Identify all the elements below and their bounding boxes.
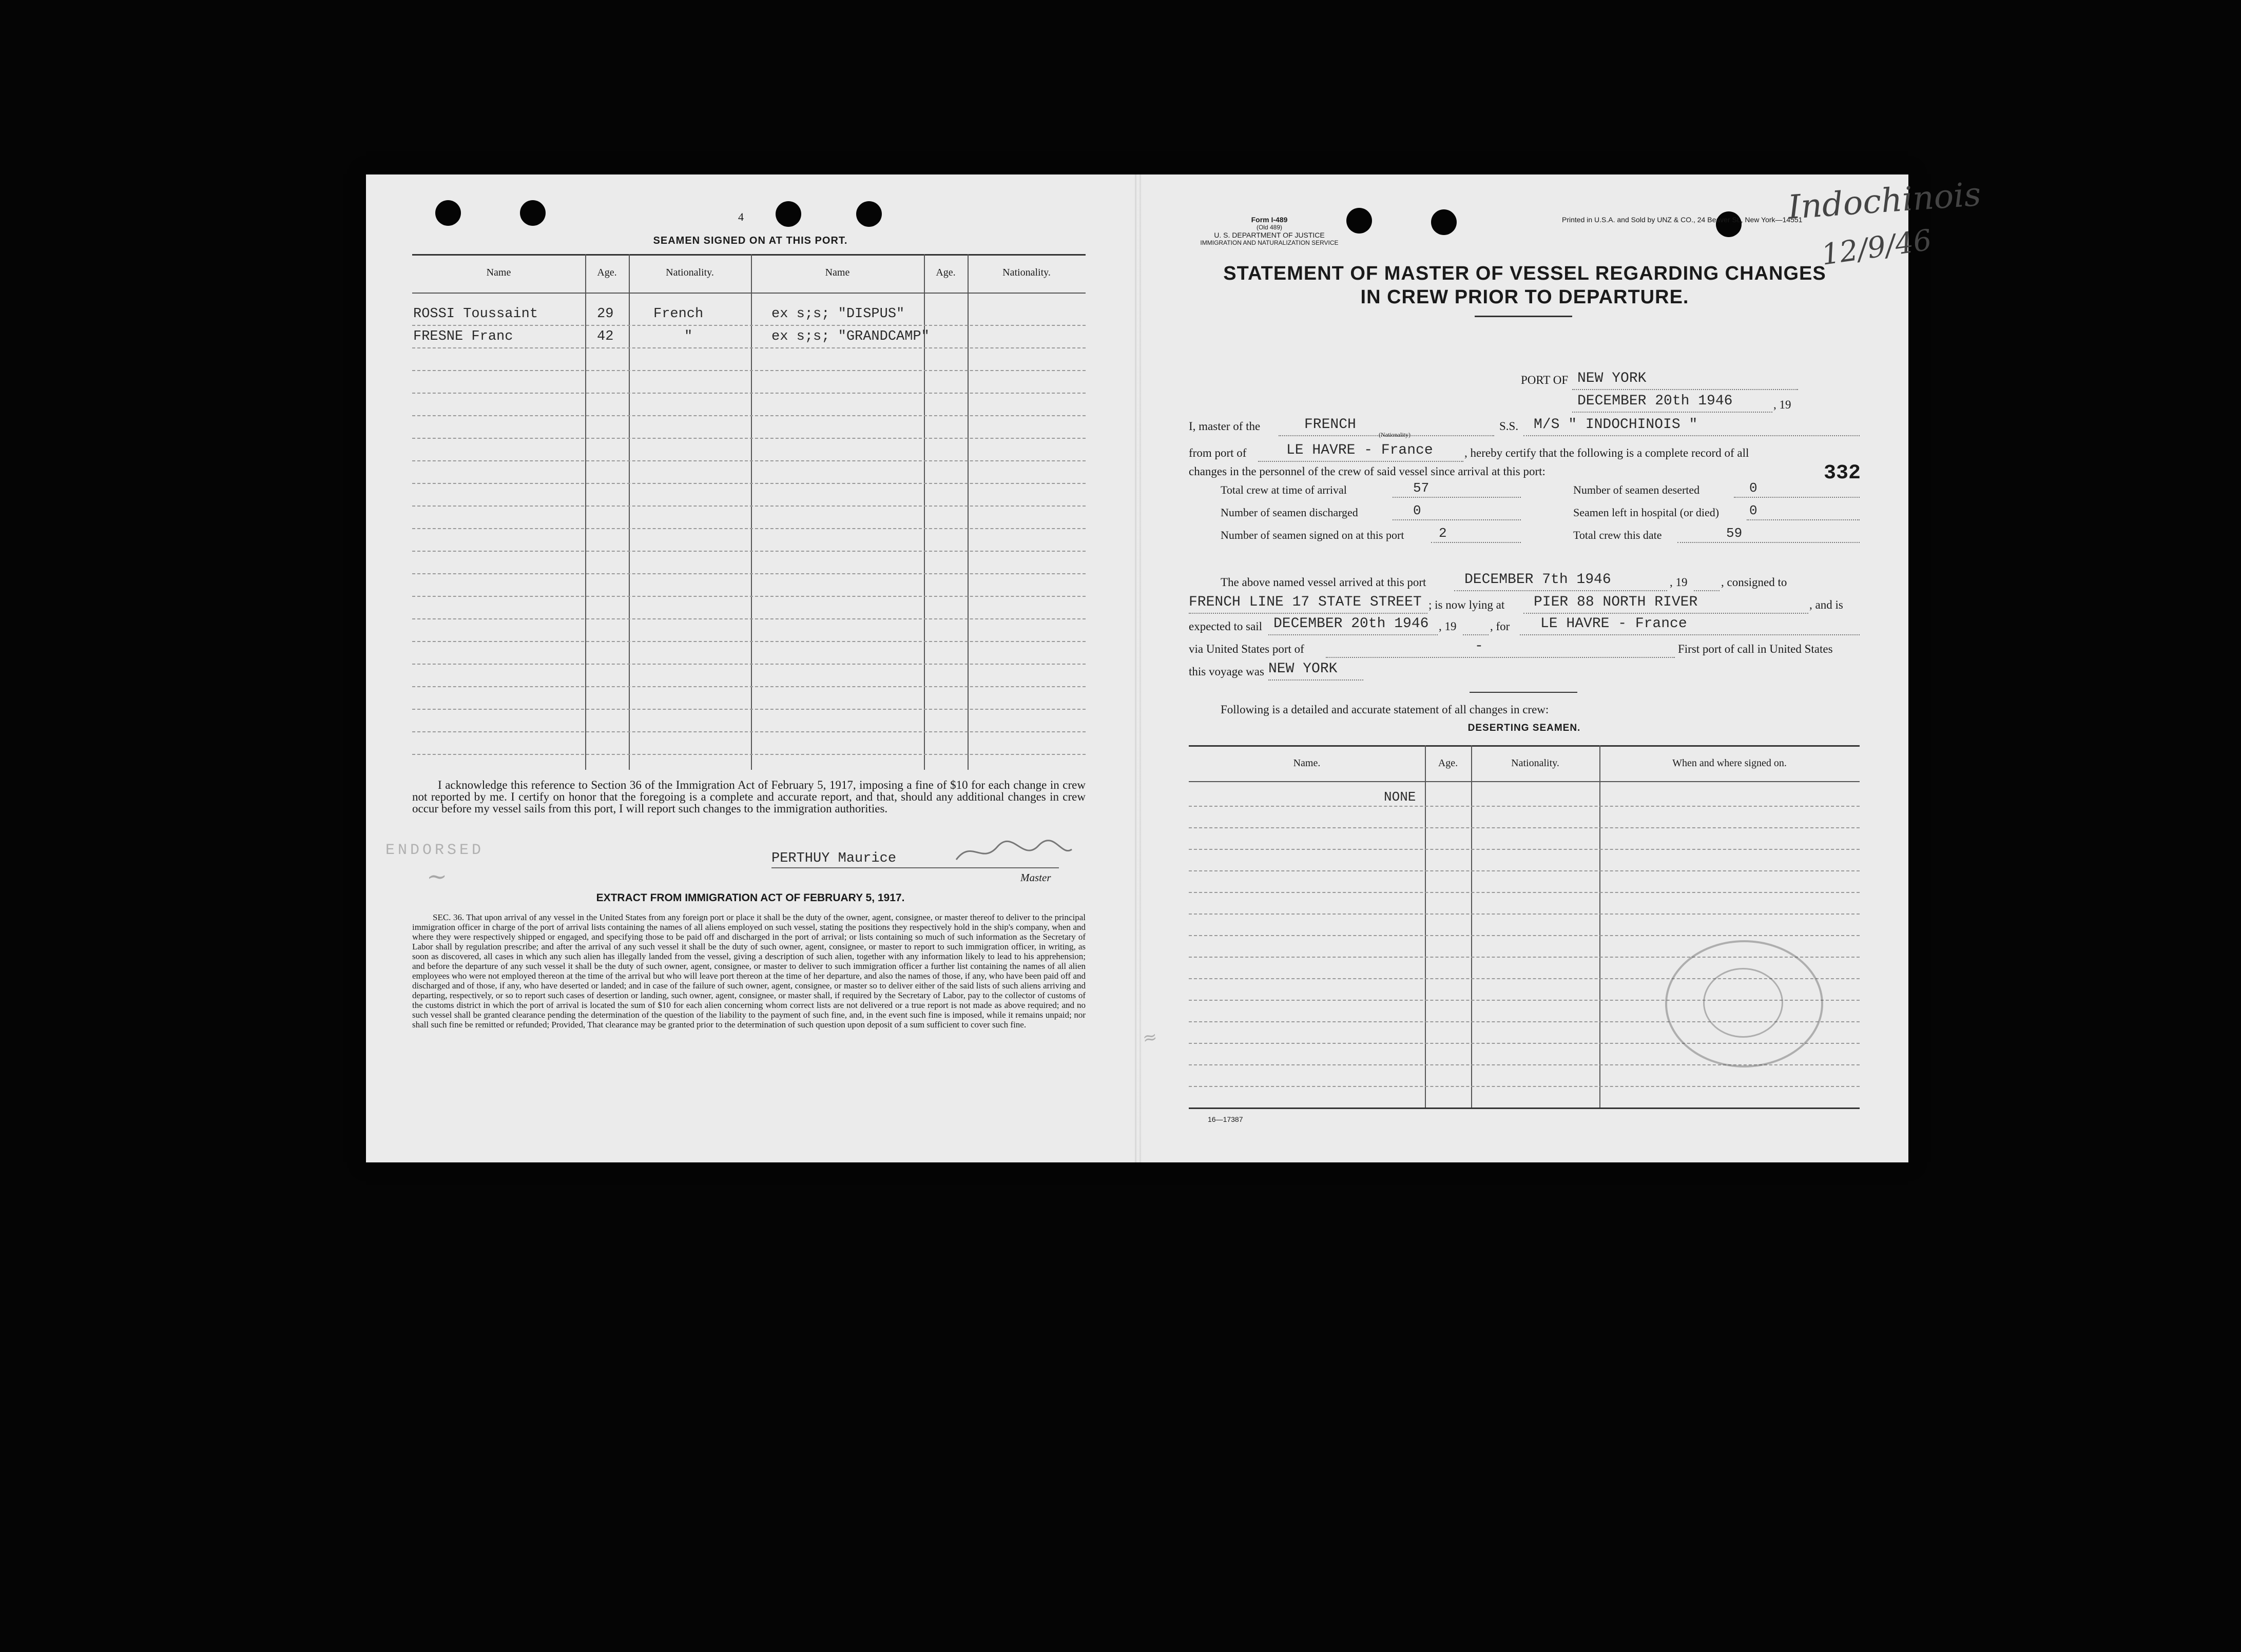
deserting-header-signed-on: When and where signed on. [1672,757,1787,769]
expected-year-field [1463,619,1489,635]
master-signature [951,837,1074,867]
ss-label: S.S. [1499,420,1519,433]
expected-label: expected to sail [1189,620,1263,633]
and-is-label: , and is [1809,598,1843,611]
form-title [1141,262,1908,309]
consignee-value: FRENCH LINE 17 STATE STREET [1189,594,1422,610]
cell-name: FRESNE Franc [413,329,513,344]
printer-line: Printed in U.S.A. and Sold by UNZ & CO., 24 Beaver St., New York—14551 [1562,216,1803,224]
form-old-number: (Old 489) [1256,224,1283,231]
arrived-label: The above named vessel arrived at this port [1221,576,1426,589]
deserting-header-name: Name. [1293,757,1321,769]
discharged-label: Number of seamen discharged [1221,506,1358,519]
discharged-value: 0 [1413,503,1421,518]
handwritten-vessel-note: Indochinois [1786,175,1982,227]
cell-nationality: " [684,329,693,344]
cell-previous-vessel: ex s;s; "GRANDCAMP" [771,329,930,344]
certify-text: , hereby certify that the following is a complete record of all [1464,446,1749,459]
extract-title: EXTRACT FROM IMMIGRATION ACT OF FEBRUARY 5, 1917. [596,892,905,904]
via-value: - [1475,638,1483,654]
deserted-value: 0 [1749,480,1757,496]
port-of-label: PORT OF [1521,374,1569,386]
date-field [1572,393,1772,413]
from-port-field [1258,442,1463,462]
port-of-value: NEW YORK [1577,371,1647,386]
total-crew-date-label: Total crew this date [1573,529,1662,541]
total-crew-arrival-field [1393,480,1521,498]
form-number: Form I-489 [1251,216,1288,224]
acknowledgement-text: I acknowledge this reference to Section 36 of the Immigration Act of February 5, 1917, imposing a fine of $10 for each change in crew not reported by me. I certify on honor that the foregoing is a complete and accurate report, and that, should any additional changes in crew occur before my vessel sails from this port, I will report such changes to the immigration authorities. [412,779,1086,815]
certify-text-2: changes in the personnel of the crew of said vessel since arrival at this port: [1189,465,1545,478]
table-row [412,306,1086,324]
signed-on-value: 2 [1439,526,1447,541]
discharged-field [1393,503,1521,520]
destination-field [1520,616,1860,635]
total-crew-arrival-value: 57 [1413,480,1429,496]
cell-age: 42 [597,329,614,344]
expected-value: DECEMBER 20th 1946 [1273,616,1429,632]
header-nationality-2: Nationality. [1002,267,1051,278]
cell-name: ROSSI Toussaint [413,306,538,322]
voyage-label: this voyage was [1189,665,1264,678]
hospital-field [1747,503,1860,520]
endorsed-stamp-initials: ~ [427,862,448,891]
master-of-label: I, master of the [1189,420,1261,433]
title-underline [1475,316,1572,317]
header-age-2: Age. [936,267,956,278]
consigned-label: , consigned to [1721,576,1787,589]
endorsed-stamp-label: ENDORSED [385,842,485,859]
service: IMMIGRATION AND NATURALIZATION SERVICE [1200,239,1339,246]
signed-on-label: Number of seamen signed on at this port [1221,529,1404,541]
table-title: SEAMEN SIGNED ON AT THIS PORT. [653,235,848,246]
right-page [1141,174,1982,1162]
voyage-underline [1470,692,1577,693]
header-name: Name [486,267,511,278]
hospital-value: 0 [1749,503,1757,518]
department: U. S. DEPARTMENT OF JUSTICE [1214,231,1325,239]
form-title-line-2: IN CREW PRIOR TO DEPARTURE. [1360,286,1689,308]
deserting-table [1141,745,1860,1109]
first-port-field [1268,661,1363,681]
footer-code: 16—17387 [1208,1115,1243,1123]
date-value: DECEMBER 20th 1946 [1577,393,1733,409]
header-nationality: Nationality. [666,267,714,278]
for-label: , for [1490,620,1510,633]
document-sheet [366,174,1982,1162]
first-port-value: NEW YORK [1268,661,1338,677]
lying-at-value: PIER 88 NORTH RIVER [1534,594,1698,610]
arrived-year: , 19 [1670,576,1688,589]
deserting-header-nationality: Nationality. [1511,757,1559,769]
nationality-hint: (Nationality) [1379,431,1411,438]
destination-value: LE HAVRE - France [1540,616,1687,632]
deserting-entry: NONE [1384,789,1416,805]
page-fold [1135,174,1141,1162]
via-field [1326,638,1675,658]
page-number: 4 [738,210,744,223]
cell-age: 29 [597,306,614,322]
arrived-field [1454,572,1667,591]
via-label: via United States port of [1189,643,1304,655]
date-year-suffix: , 19 [1773,398,1791,411]
deserting-header-age: Age. [1438,757,1458,769]
form-header [1141,216,1398,246]
arrived-value: DECEMBER 7th 1946 [1464,572,1611,588]
total-crew-date-field [1677,526,1860,543]
cell-nationality: French [653,306,704,322]
form-title-line-1: STATEMENT OF MASTER OF VESSEL REGARDING CHANGES [1223,263,1826,284]
expected-year: , 19 [1439,620,1457,633]
deserted-label: Number of seamen deserted [1573,483,1700,496]
master-line [771,867,1059,868]
header-age: Age. [597,267,617,278]
following-text: Following is a detailed and accurate statement of all changes in crew: [1221,703,1549,716]
consignee-field [1189,594,1427,614]
arrived-year-field [1694,575,1720,591]
total-crew-date-value: 59 [1726,526,1743,541]
header-name-2: Name [825,267,850,278]
hospital-label: Seamen left in hospital (or died) [1573,506,1720,519]
signed-on-table [412,254,1086,770]
from-port-value: LE HAVRE - France [1286,442,1433,458]
official-stamp [1665,940,1823,1067]
deserted-field [1734,480,1860,498]
signed-on-field [1431,526,1521,543]
handwritten-date: 12/9/46 [1819,223,1934,272]
cell-previous-vessel: ex s;s; "DISPUS" [771,306,905,322]
first-port-label: First port of call in United States [1678,643,1833,655]
vessel-field [1523,417,1860,436]
nationality-value: FRENCH [1304,417,1356,433]
lying-at-field [1523,594,1808,614]
table-row [412,329,1086,346]
official-stamp-inner [1703,968,1783,1038]
expected-field [1268,616,1438,635]
document-page-number: 332 [1824,462,1861,485]
from-port-label: from port of [1189,446,1247,459]
extract-text: SEC. 36. That upon arrival of any vessel in the United States from any foreign port or place it shall be the duty of the owner, agent, consignee, or master thereof to deliver to the principal immigration officer in charge of the port of arrival lists containing the names of all aliens employed on such vessel, stating the positions they respectively hold in the ship's company, when and where they were respectively shipped or engaged, and specifying those to be paid off and discharged in the port of arrival; or lists containing so much of such information as the Secretary of Labor shall by regulation prescribe; and after the arrival of any such vessel it shall be the duty of such owner, agent, consignee, or master to report to such immigration officer, in writing, as soon as discovered, all cases in which any such alien has illegally landed from the vessel, giving a description of such alien, together with any information likely to lead to his apprehension; and before the departure of any such vessel it shall be the duty of such owner, agent, consignee, or master to deliver to such immigration officer a further list containing the names of all alien employees who were not employed thereon at the time of the arrival but who will leave port thereon at the time of her departure, and also the names of those, if any, who have been paid off and discharged and of those, if any, who have deserted or landed; and in case of the failure of such owner, agent, consignee, or master so to deliver either of the said lists of such aliens arriving and departing, respectively, or so to report such cases of desertion or landing, such owner, agent, consignee, or master shall, if required by the Secretary of Labor, pay to the collector of customs of the customs district in which the port of arrival is located the sum of $10 for each alien concerning whom correct lists are not delivered or a true report is not made as above required; and no such vessel shall be granted clearance pending the determination of the question of the liability to the payment of such fine, and, in the event such fine is imposed, while it remains unpaid; nor shall such fine be remitted or refunded; Provided, That clearance may be granted prior to the determination of such question upon deposit of a sum sufficient to cover such fine. [412,912,1086,1029]
master-label: Master [1020,871,1051,884]
deserting-title: DESERTING SEAMEN. [1467,723,1581,733]
port-of-field [1572,371,1798,390]
master-name: PERTHUY Maurice [771,851,897,866]
left-page [366,174,1135,1162]
nationality-field [1279,417,1494,438]
pencil-mark: ≈ [1141,1026,1159,1049]
lying-label: ; is now lying at [1428,598,1505,611]
vessel-value: M/S " INDOCHINOIS " [1534,417,1698,433]
total-crew-arrival-label: Total crew at time of arrival [1221,483,1347,496]
